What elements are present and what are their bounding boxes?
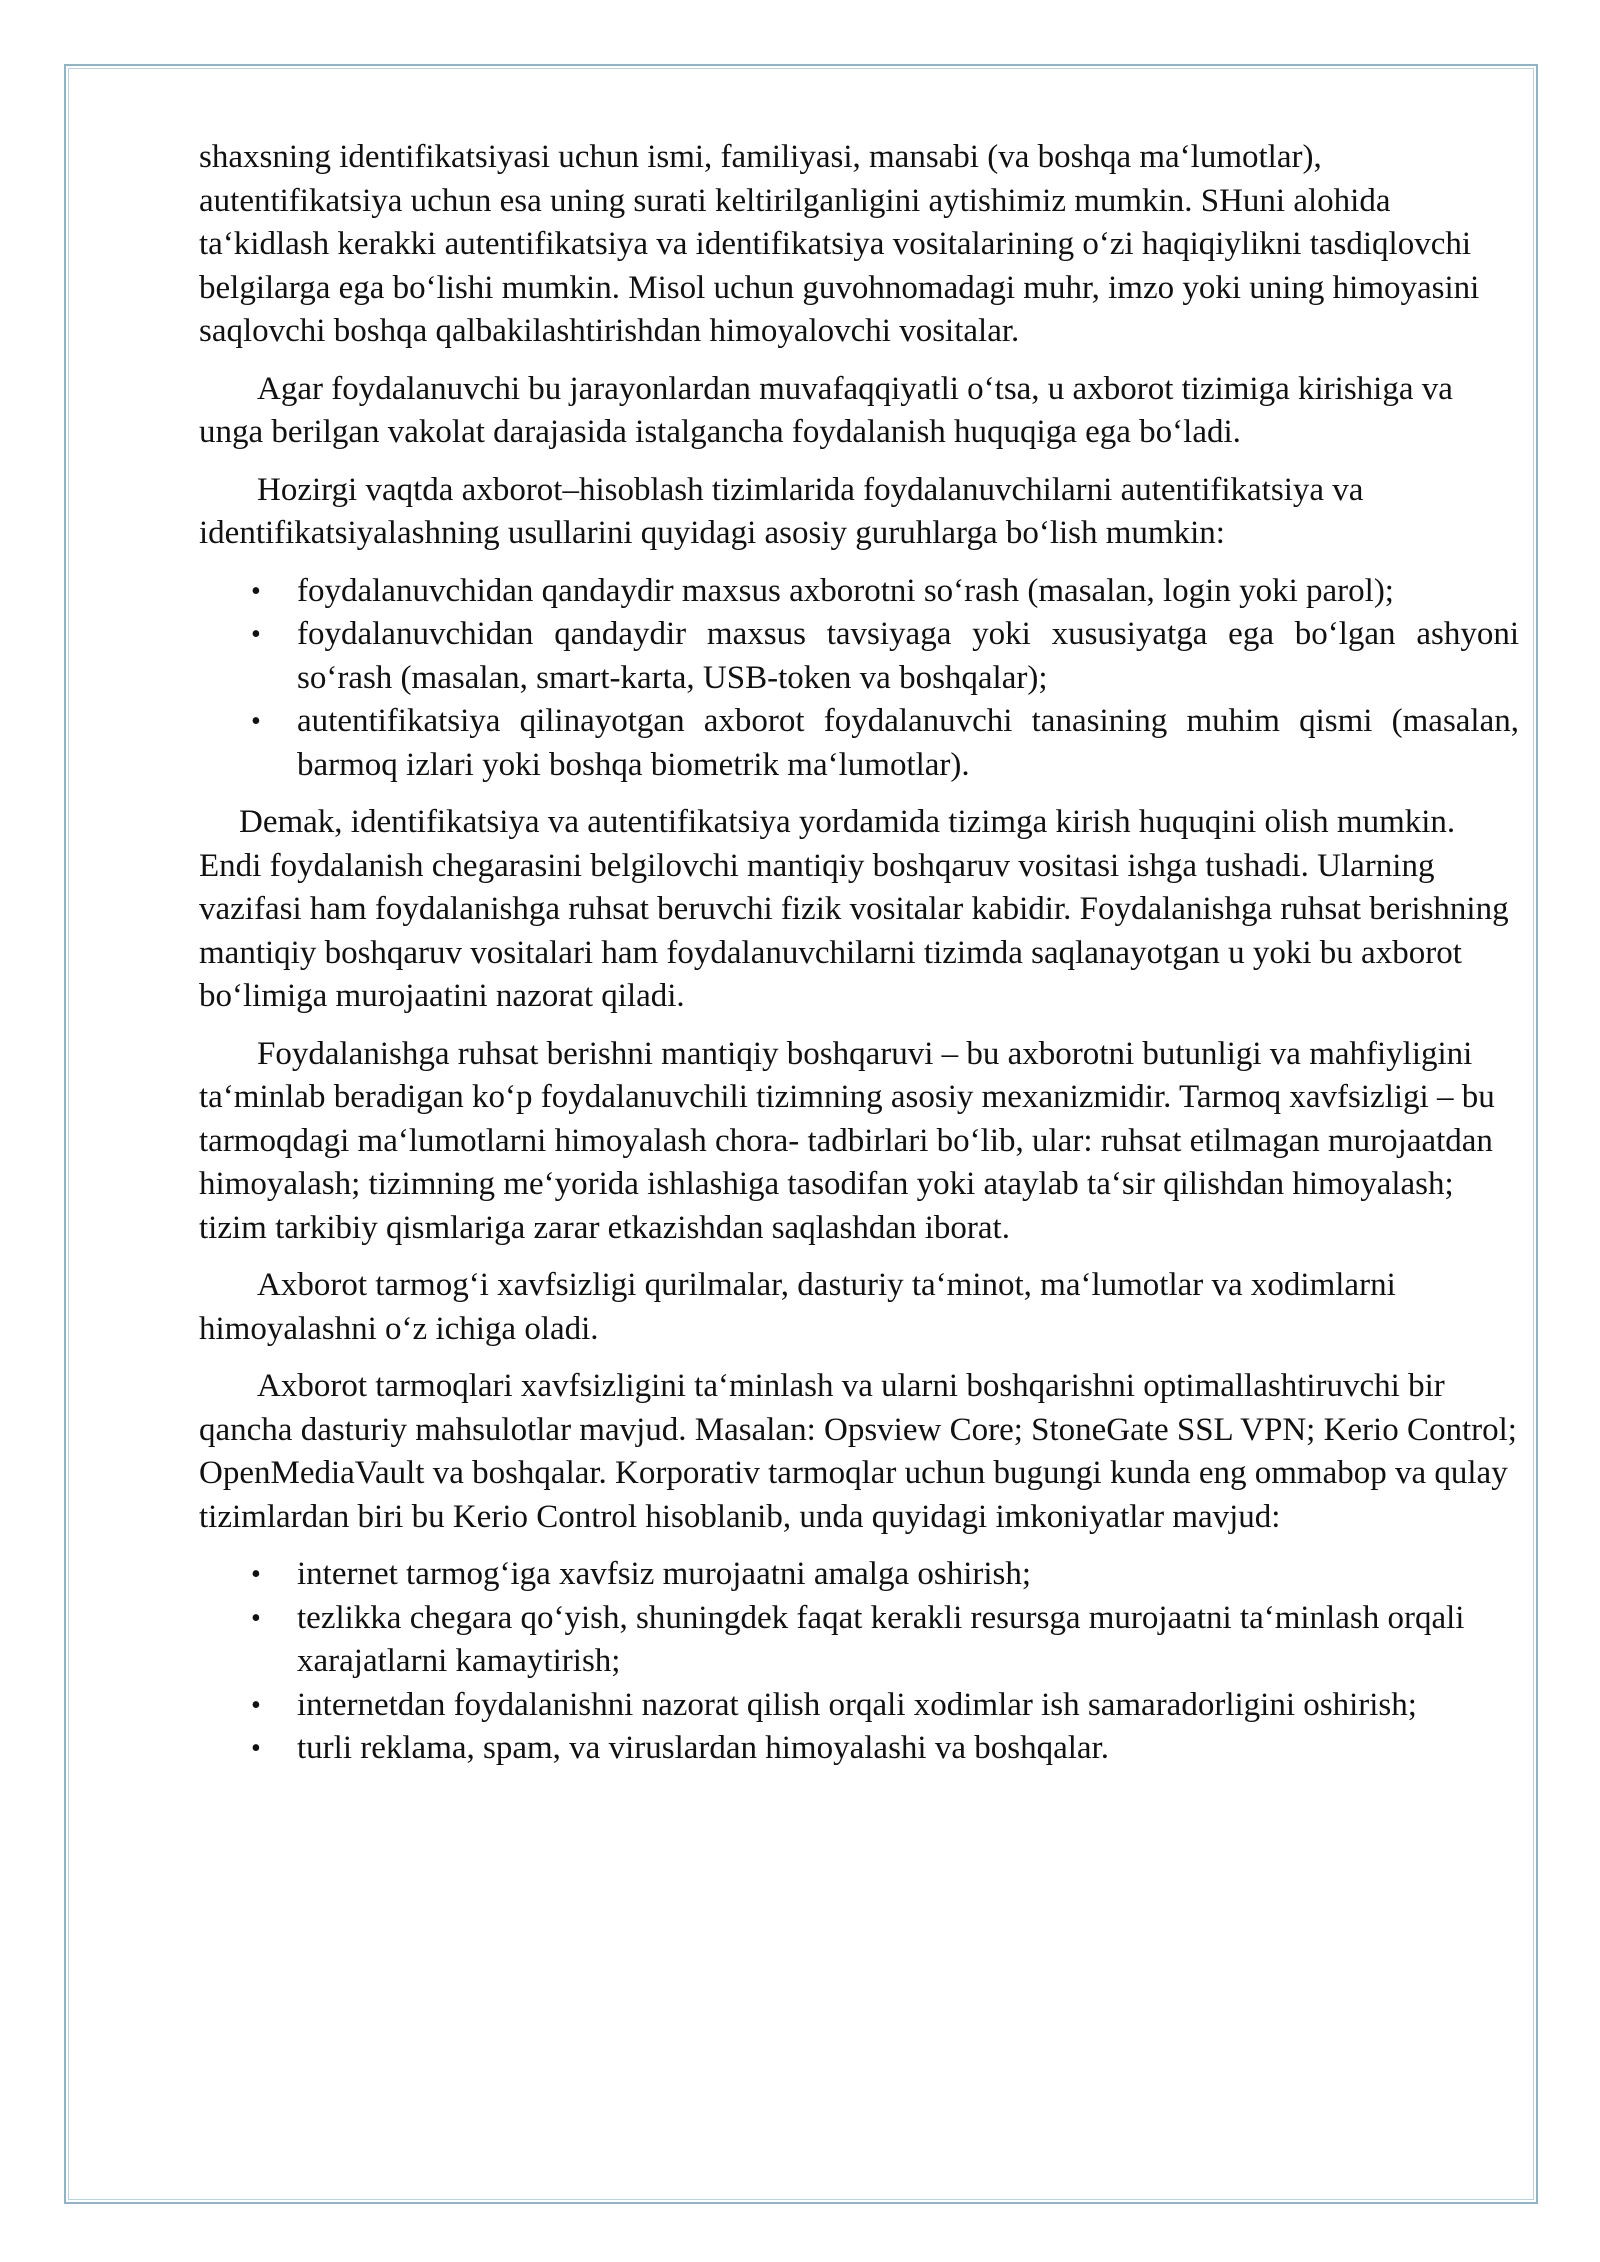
list-item-text: turli reklama, spam, va viruslardan himoyalashi va boshqalar. (297, 1730, 1109, 1766)
list-item (199, 1684, 1519, 1728)
bullet-icon: • (251, 1559, 261, 1590)
list-item (199, 613, 1519, 700)
list-item (199, 1597, 1519, 1684)
bullet-icon: • (251, 1689, 261, 1721)
list-item-text: internet tarmogʻiga xavfsiz murojaatni amalga oshirish; (297, 1556, 1032, 1592)
bullet-icon: • (251, 706, 261, 737)
list-item-text: foydalanuvchidan qandaydir maxsus axborotni soʻrash (masalan, login yoki parol); (297, 572, 1394, 609)
list-item (199, 1727, 1519, 1771)
paragraph-5: Foydalanishga ruhsat berishni mantiqiy boshqaruvi – bu axborotni butunligi va mahfiyligini taʻminlab beradigan koʻp foydalanuvchili tizimning asosiy mexanizmidir. Tarmoq xavfsizligi – bu tarmoqdagi maʻlumotlarni himoyalash chora- tadbirlari boʻlib, ular: ruhsat etilmagan murojaatdan himoyalash; tizimning meʻyorida ishlashiga tasodifan yoki ataylab taʻsir qilishdan himoyalash; tizim tarkibiy qismlariga zarar etkazishdan saqlashdan iborat. (199, 1035, 1495, 1246)
list-item-text: autentifikatsiya qilinayotgan axborot foydalanuvchi tanasining muhim qismi (masalan, barmoq izlari yoki boshqa biometrik maʻlumotlar). (297, 703, 1519, 783)
kerio-features-list (199, 1553, 1519, 1771)
list-item-text: tezlikka chegara qoʻyish, shuningdek faqat kerakli resursga murojaatni taʻminlash orqali xarajatlarni kamaytirish; (297, 1599, 1465, 1679)
bullet-icon: • (251, 619, 261, 650)
paragraph-4: Demak, identifikatsiya va autentifikatsiya yordamida tizimga kirish huquqini olish mumkin. Endi foydalanish chegarasini belgilovchi mantiqiy boshqaruv vositasi ishga tushadi. Ularning vazifasi ham foydalanishga ruhsat beruvchi fizik vositalar kabidir. Foydalanishga ruhsat berishning mantiqiy boshqaruv vositalari ham foydalanuvchilarni tizimda saqlanayotgan u yoki bu axborot boʻlimiga murojaatini nazorat qiladi. (199, 804, 1509, 1014)
paragraph-2: Agar foydalanuvchi bu jarayonlardan muvafaqqiyatli oʻtsa, u axborot tizimiga kirishiga va unga berilgan vakolat darajasida istalgancha foydalanish huquqiga ega boʻladi. (199, 370, 1453, 450)
paragraph-6: Axborot tarmogʻi xavfsizligi qurilmalar, dasturiy taʻminot, maʻlumotlar va xodimlarni himoyalashni oʻz ichiga oladi. (199, 1267, 1396, 1347)
paragraph-7: Axborot tarmoqlari xavfsizligini taʻminlash va ularni boshqarishni optimallashtiruvchi bir qancha dasturiy mahsulotlar mavjud. Masalan: Opsview Core; StoneGate SSL VPN; Kerio Control; OpenMediaVault va boshqalar. Korporativ tarmoqlar uchun bugungi kunda eng ommabop va qulay tizimlardan biri bu Kerio Control hisoblanib, unda quyidagi imkoniyatlar mavjud: (199, 1368, 1517, 1535)
list-item (199, 1553, 1519, 1597)
list-item (199, 700, 1519, 787)
paragraph-3: Hozirgi vaqtda axborot–hisoblash tizimlarida foydalanuvchilarni autentifikatsiya va identifikatsiyalashning usullarini quyidagi asosiy guruhlarga boʻlish mumkin: (199, 471, 1364, 551)
bullet-icon: • (251, 1602, 261, 1634)
list-item-text: internetdan foydalanishni nazorat qilish orqali xodimlar ish samaradorligini oshirish; (297, 1686, 1417, 1723)
auth-methods-list (199, 570, 1519, 788)
list-item (199, 570, 1519, 614)
document-body (199, 136, 1519, 1785)
list-item-text: foydalanuvchidan qandaydir maxsus tavsiyaga yoki xususiyatga ega boʻlgan ashyoni soʻrash (masalan, smart-karta, USB-token va boshqalar); (297, 616, 1519, 696)
bullet-icon: • (251, 575, 261, 607)
paragraph-1: shaxsning identifikatsiyasi uchun ismi, familiyasi, mansabi (va boshqa maʻlumotlar), autentifikatsiya uchun esa uning surati keltirilganligini aytishimiz mumkin. SHuni alohida taʻkidlash kerakki autentifikatsiya va identifikatsiya vositalarining oʻzi haqiqiylikni tasdiqlovchi belgilarga ega boʻlishi mumkin. Misol uchun guvohnomadagi muhr, imzo yoki uning himoyasini saqlovchi boshqa qalbakilashtirishdan himoyalovchi vositalar. (199, 139, 1480, 349)
bullet-icon: • (251, 1733, 261, 1764)
